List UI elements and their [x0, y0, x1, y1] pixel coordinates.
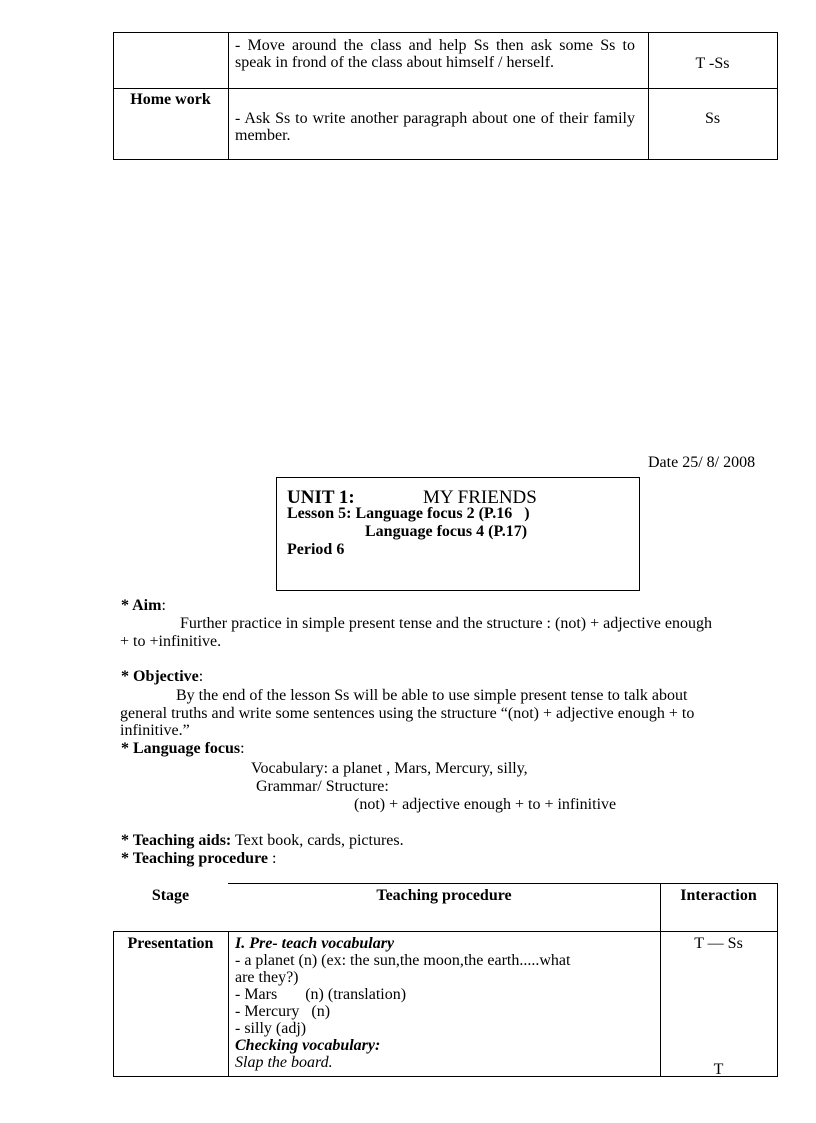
- period-label: Period 6: [287, 541, 345, 558]
- header-interaction: Interaction: [680, 887, 757, 904]
- top-table-border: [113, 32, 778, 33]
- procedure-table-border: [777, 883, 778, 1077]
- top-table-divider: [648, 32, 649, 160]
- unit-box: [276, 477, 640, 591]
- procedure-line: - Mercury (n): [235, 1003, 331, 1020]
- procedure-content: [235, 935, 655, 1071]
- aim-label: * Aim: [121, 597, 162, 614]
- procedure-table-border: [660, 931, 777, 932]
- procedure-table-divider: [113, 931, 660, 932]
- grammar-line: Grammar/ Structure:: [256, 778, 389, 795]
- objective-colon: :: [198, 668, 204, 685]
- objective-label: * Objective: [121, 668, 199, 685]
- teaching-procedure-label: * Teaching procedure: [121, 850, 268, 867]
- teaching-aids-label: * Teaching aids:: [121, 832, 232, 849]
- teaching-aids-value: Text book, cards, pictures.: [234, 832, 404, 849]
- interaction-top: T — Ss: [694, 935, 743, 952]
- objective-line-2: general truths and write some sentences using the structure “(not) + adjective enough + to: [120, 705, 695, 722]
- procedure-line: - silly (adj): [235, 1020, 307, 1037]
- top-table-border: [777, 32, 778, 160]
- procedure-table-divider: [228, 931, 229, 1077]
- stage-presentation: Presentation: [127, 935, 214, 952]
- aim-line-1: Further practice in simple present tense and the structure : (not) + adjective enough: [180, 615, 712, 632]
- language-focus-heading: [121, 740, 245, 757]
- unit-title: MY FRIENDS: [423, 487, 537, 508]
- interaction-bottom: T: [713, 1061, 724, 1078]
- top-table-divider: [228, 32, 229, 160]
- language-focus-label: * Language focus: [121, 740, 241, 757]
- checking-title: Checking vocabulary:: [235, 1037, 381, 1054]
- teaching-procedure-colon: :: [267, 850, 277, 867]
- top-row1-interaction: T -Ss: [695, 55, 730, 72]
- top-table-border: [113, 159, 778, 160]
- aim-colon: :: [161, 597, 166, 614]
- checking-activity: Slap the board.: [235, 1054, 333, 1071]
- lesson-date: Date 25/ 8/ 2008: [648, 454, 756, 471]
- procedure-line: - a planet (n) (ex: the sun,the moon,the earth.....what: [235, 952, 571, 969]
- structure-line: (not) + adjective enough + to + infinitive: [354, 796, 617, 813]
- aim-heading: [121, 597, 166, 614]
- vocabulary-line: Vocabulary: a planet , Mars, Mercury, silly,: [251, 760, 528, 777]
- procedure-line: are they?): [235, 969, 299, 986]
- unit-label: UNIT 1:: [287, 487, 355, 508]
- procedure-line: - Mars (n) (translation): [235, 986, 407, 1003]
- teaching-procedure-heading: [121, 850, 276, 867]
- top-row1-procedure: - Move around the class and help Ss then ask some Ss to speak in frond of the class about himself / herself.: [235, 37, 635, 71]
- lesson-line-2: Language focus 4 (P.17): [365, 523, 528, 540]
- top-table-divider: [113, 88, 778, 89]
- top-row2-interaction: Ss: [704, 110, 721, 127]
- lesson-line: Lesson 5: Language focus 2 (P.16 ): [287, 505, 530, 522]
- section-title: I. Pre- teach vocabulary: [235, 935, 395, 952]
- procedure-table-divider: [660, 883, 661, 1077]
- top-row2-stage: Home work: [130, 91, 211, 108]
- objective-line-1: By the end of the lesson Ss will be able to use simple present tense to talk about: [176, 687, 688, 704]
- language-focus-colon: :: [240, 740, 245, 757]
- objective-heading: [121, 668, 203, 685]
- header-stage: Stage: [151, 887, 190, 904]
- objective-line-3: infinitive.”: [120, 722, 190, 739]
- teaching-aids: [121, 832, 404, 849]
- procedure-table-border: [113, 931, 114, 1077]
- aim-line-2: + to +infinitive.: [120, 633, 222, 650]
- header-procedure: Teaching procedure: [376, 887, 512, 904]
- top-row2-procedure: - Ask Ss to write another paragraph about one of their family member.: [235, 110, 635, 144]
- procedure-table-border: [228, 883, 777, 884]
